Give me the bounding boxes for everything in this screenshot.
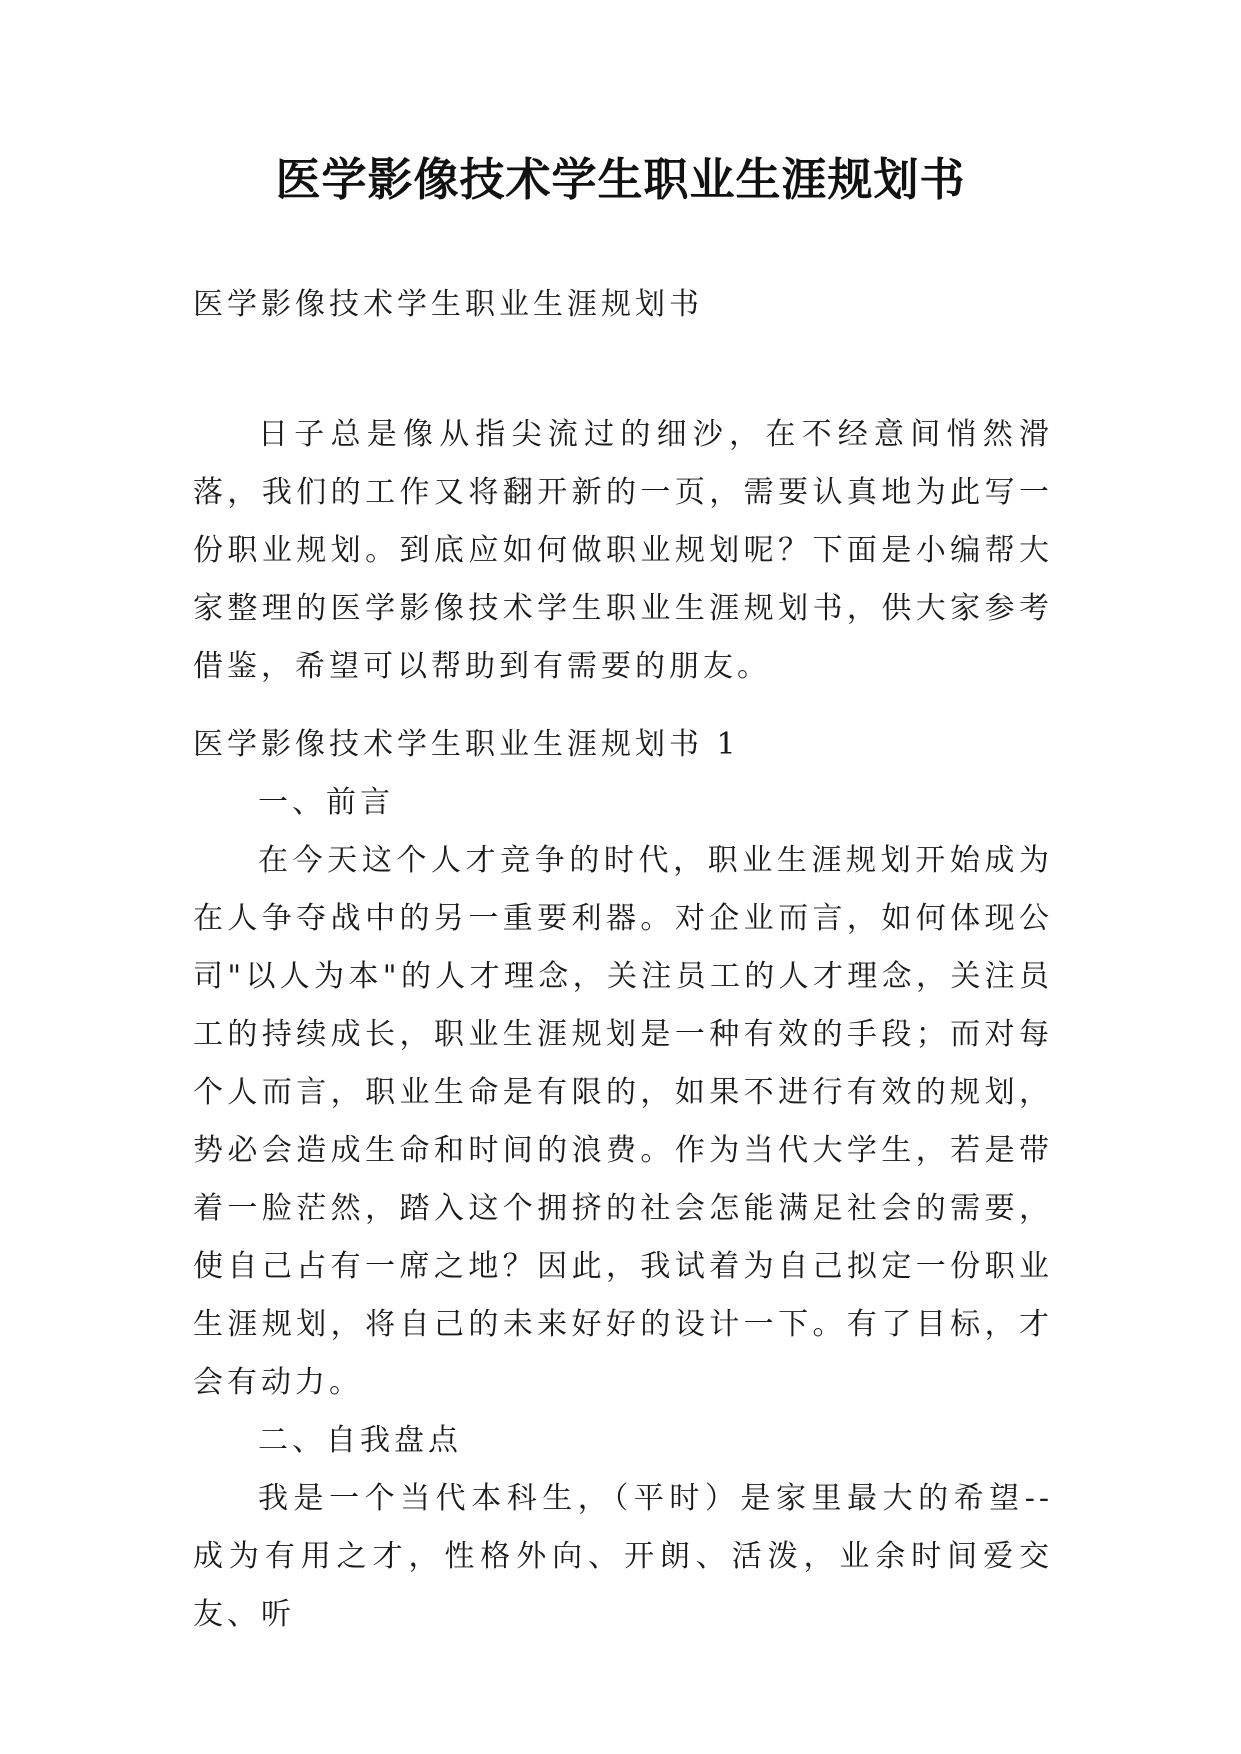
document-subtitle xyxy=(193,276,1053,334)
heading-preface: 一、前言 xyxy=(258,785,394,820)
heading-self-assessment: 二、自我盘点 xyxy=(258,1423,462,1458)
intro-block xyxy=(193,406,1053,696)
document-title: 医学影像技术学生职业生涯规划书 xyxy=(275,153,966,206)
section-1 xyxy=(193,716,1053,1644)
subtitle-text: 医学影像技术学生职业生涯规划书 xyxy=(193,287,703,322)
section-title: 医学影像技术学生职业生涯规划书 1 xyxy=(193,727,740,762)
paragraph-preface: 在今天这个人才竞争的时代，职业生涯规划开始成为在人争夺战中的另一重要利器。对企业而言，如何体现公司"以人为本"的人才理念，关注员工的人才理念，关注员工的持续成长，职业生涯规划是一种有效的手段；而对每个人而言，职业生命是有限的，如果不进行有效的规划，势必会造成生命和时间的浪费。作为当代大学生，若是带着一脸茫然，踏入这个拥挤的社会怎能满足社会的需要，使自己占有一席之地？因此，我试着为自己拟定一份职业生涯规划，将自己的未来好好的设计一下。有了目标，才会有动力。 xyxy=(193,843,1053,1400)
intro-paragraph: 日子总是像从指尖流过的细沙，在不经意间悄然滑落，我们的工作又将翻开新的一页，需要认真地为此写一份职业规划。到底应如何做职业规划呢？下面是小编帮大家整理的医学影像技术学生职业生涯规划书，供大家参考借鉴，希望可以帮助到有需要的朋友。 xyxy=(193,417,1053,684)
paragraph-self-assessment: 我是一个当代本科生，（平时）是家里最大的希望--成为有用之才，性格外向、开朗、活泼，业余时间爱交友、听 xyxy=(193,1481,1053,1632)
